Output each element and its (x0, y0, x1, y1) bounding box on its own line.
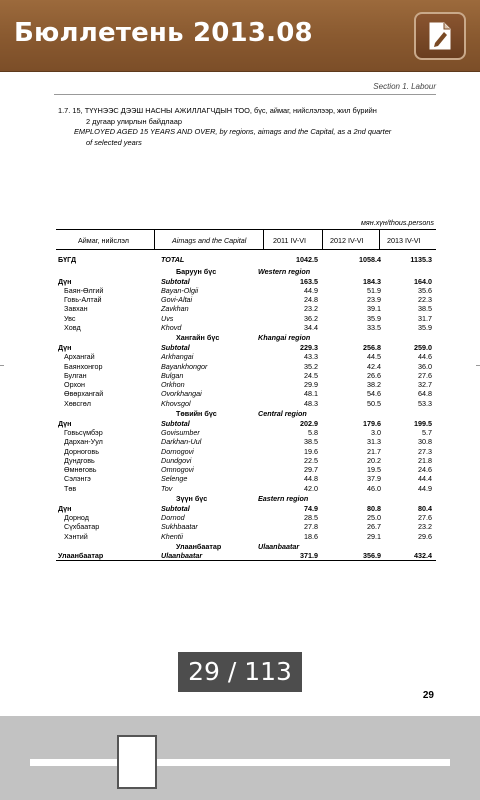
table-title (58, 106, 438, 148)
cell-y2: 1058.4 (359, 255, 381, 264)
cell-en: TOTAL (161, 255, 185, 264)
cell-en: Dornod (161, 512, 185, 522)
cell-y3: 21.8 (418, 455, 432, 465)
col-header-mn: Аймаг, нийслэл (78, 236, 129, 245)
cell-y3: 31.7 (418, 313, 432, 323)
cell-en: Dornogovi (161, 446, 194, 456)
table-title-line3: EMPLOYED AGED 15 YEARS AND OVER, by regions, aimags and the Capital, as a 2nd quarter (74, 127, 392, 136)
cell-y1: 74.9 (304, 503, 318, 513)
cell-y1: 28.5 (304, 512, 318, 522)
cell-y3: 32.7 (418, 380, 432, 390)
cell-mn: Сүхбаатар (64, 522, 100, 532)
cell-en: Uvs (161, 313, 174, 323)
column-divider (263, 230, 264, 249)
cell-mn: Өмнөговь (64, 465, 97, 475)
cell-mn: Сэлэнгэ (64, 474, 91, 484)
cell-y3: 30.8 (418, 437, 432, 447)
cell-en: Khentii (161, 531, 183, 541)
cell-mn: Улаанбаатар (58, 551, 104, 561)
table-row (56, 389, 436, 398)
table-row (56, 295, 436, 304)
region-header (56, 332, 436, 343)
cell-y3: 24.6 (418, 465, 432, 475)
cell-y1: 48.1 (304, 389, 318, 399)
cell-y1: 19.6 (304, 446, 318, 456)
cell-en: Tov (161, 483, 173, 493)
cell-en: Ulaanbaatar (161, 551, 203, 561)
cell-y3: 23.2 (418, 522, 432, 532)
cell-en: Subtotal (161, 503, 190, 513)
cell-y2: 46.0 (367, 483, 381, 493)
table-row (56, 484, 436, 493)
cell-en: Ovorkhangai (161, 389, 202, 399)
table-row (56, 286, 436, 295)
cell-y2: 21.7 (367, 446, 381, 456)
table-row (56, 513, 436, 522)
cell-y2: 356.9 (363, 551, 381, 561)
cell-y2: 54.6 (367, 389, 381, 399)
table-row (56, 314, 436, 323)
cell-en: Omnogovi (161, 465, 194, 475)
cell-mn: Дүн (58, 503, 72, 513)
table-row (56, 323, 436, 332)
cell-mn: Булган (64, 370, 87, 380)
cell-y2: 33.5 (367, 323, 381, 333)
cell-mn: Төв (64, 483, 77, 493)
cell-y2: 29.1 (367, 531, 381, 541)
table-row (56, 428, 436, 437)
cell-y1: 27.8 (304, 522, 318, 532)
cell-en: Subtotal (161, 418, 190, 428)
cell-y3: 64.8 (418, 389, 432, 399)
region-label-mn: Зүүн бүс (176, 494, 208, 504)
table-row (56, 352, 436, 361)
cell-y3: 432.4 (414, 551, 432, 561)
cell-en: Govisumber (161, 427, 200, 437)
region-label-en: Eastern region (258, 494, 309, 504)
region-header (56, 266, 436, 277)
cell-en: Subtotal (161, 342, 190, 352)
table-header (56, 229, 436, 250)
table-row (56, 532, 436, 541)
page-indicator: 29 / 113 (178, 652, 302, 692)
table-row (56, 474, 436, 483)
cell-en: Bayan-Olgii (161, 285, 199, 295)
column-divider (379, 230, 380, 249)
cell-y3: 35.6 (418, 285, 432, 295)
cell-y1: 36.2 (304, 313, 318, 323)
cell-y2: 26.7 (367, 522, 381, 532)
col-header-en: Aimags and the Capital (172, 236, 247, 245)
cell-y1: 229.3 (300, 342, 318, 352)
col-header-y2: 2012 IV-VI (330, 236, 364, 245)
cell-mn: Архангай (64, 352, 95, 362)
cell-mn: Дорноговь (64, 446, 99, 456)
table-row (56, 437, 436, 446)
table-row (56, 399, 436, 408)
cell-y1: 22.5 (304, 455, 318, 465)
cell-y2: 44.5 (367, 352, 381, 362)
table-row (56, 304, 436, 313)
cell-y1: 42.0 (304, 483, 318, 493)
table-row (56, 380, 436, 389)
table-row-subtotal (56, 419, 436, 428)
cell-en: Orkhon (161, 380, 185, 390)
cell-mn: Өвөрхангай (64, 389, 104, 399)
cell-y3: 44.9 (418, 483, 432, 493)
table-row (56, 456, 436, 465)
region-label-en: Ulaanbaatar (258, 541, 300, 551)
section-label: Section 1. Labour (373, 82, 436, 91)
cell-y2: 256.8 (363, 342, 381, 352)
cell-en: Khovd (161, 323, 182, 333)
cell-y1: 163.5 (300, 276, 318, 286)
cell-y3: 199.5 (414, 418, 432, 428)
cell-y1: 24.5 (304, 370, 318, 380)
cell-en: Zavkhan (161, 304, 189, 314)
cell-y1: 5.8 (308, 427, 318, 437)
cell-y3: 29.6 (418, 531, 432, 541)
cell-mn: Дундговь (64, 455, 95, 465)
col-header-y3: 2013 IV-VI (387, 236, 421, 245)
cell-y3: 22.3 (418, 295, 432, 305)
cell-y3: 27.6 (418, 370, 432, 380)
table-row-subtotal (56, 343, 436, 352)
table-row-subtotal (56, 504, 436, 513)
region-label-en: Khangai region (258, 333, 311, 343)
cell-y3: 27.3 (418, 446, 432, 456)
cell-mn: Дүн (58, 418, 72, 428)
table-title-line2: 2 дугаар улирлын байдлаар (86, 116, 182, 126)
cell-y1: 1042.5 (296, 255, 318, 264)
cell-y2: 39.1 (367, 304, 381, 314)
cell-y1: 29.7 (304, 465, 318, 475)
cell-y3: 44.6 (418, 352, 432, 362)
region-header (56, 541, 436, 552)
cell-en: Bulgan (161, 370, 184, 380)
cell-y1: 43.3 (304, 352, 318, 362)
cell-y2: 19.5 (367, 465, 381, 475)
cell-en: Selenge (161, 474, 188, 484)
cell-y3: 259.0 (414, 342, 432, 352)
cell-y3: 164.0 (414, 276, 432, 286)
region-label-mn: Төвийн бүс (176, 409, 217, 419)
cell-y2: 37.9 (367, 474, 381, 484)
region-label-en: Western region (258, 267, 311, 276)
table-row-capital (56, 551, 436, 560)
region-label-en: Central region (258, 409, 307, 419)
table-row-total (56, 254, 436, 266)
cell-y2: 42.4 (367, 361, 381, 371)
cell-en: Dundgovi (161, 455, 192, 465)
cell-mn: Дүн (58, 276, 72, 286)
cell-mn: Баян-Өлгий (64, 285, 104, 295)
section-divider (54, 94, 436, 95)
cell-mn: Дүн (58, 342, 72, 352)
region-label-mn: Баруун бүс (176, 267, 217, 276)
app-header (0, 0, 480, 72)
cell-y1: 34.4 (304, 323, 318, 333)
region-header (56, 408, 436, 419)
cell-y2: 23.9 (367, 295, 381, 305)
edit-document-icon (427, 21, 453, 51)
cell-mn: Увс (64, 313, 76, 323)
cell-y1: 38.5 (304, 437, 318, 447)
cell-y1: 18.6 (304, 531, 318, 541)
page-slider-thumb[interactable] (117, 735, 157, 789)
table-row (56, 371, 436, 380)
cell-y2: 179.6 (363, 418, 381, 428)
cell-y2: 51.9 (367, 285, 381, 295)
cell-mn: Баянхонгор (64, 361, 103, 371)
region-header (56, 493, 436, 504)
table-row (56, 522, 436, 531)
page-navigation-bar (0, 716, 480, 800)
cell-en: Arkhangai (161, 352, 194, 362)
cell-mn: Завхан (64, 304, 88, 314)
page-number: 29 (422, 690, 434, 701)
cell-y1: 202.9 (300, 418, 318, 428)
cell-y1: 24.8 (304, 295, 318, 305)
cell-y1: 35.2 (304, 361, 318, 371)
cell-y2: 26.6 (367, 370, 381, 380)
cell-y3: 80.4 (418, 503, 432, 513)
table-row (56, 362, 436, 371)
cell-en: Bayankhongor (161, 361, 208, 371)
cell-mn: Дорнод (64, 512, 89, 522)
table-row (56, 447, 436, 456)
cell-y2: 3.0 (371, 427, 381, 437)
table-body (56, 254, 436, 561)
cell-en: Darkhan-Uul (161, 437, 202, 447)
cell-y3: 35.9 (418, 323, 432, 333)
cell-y1: 29.9 (304, 380, 318, 390)
table-unit: мян.хүн/thous.persons (360, 218, 434, 227)
cell-mn: Хөвсгөл (64, 398, 91, 408)
table-title-line1: 1.7. 15, ТҮҮНЭЭС ДЭЭШ НАСНЫ АЖИЛЛАГЧДЫН ТОО, бүс, аймаг, нийслэлээр, жил бүрийн (58, 106, 377, 115)
cell-y1: 44.8 (304, 474, 318, 484)
table-row (56, 465, 436, 474)
cell-y2: 25.0 (367, 512, 381, 522)
cell-y3: 44.4 (418, 474, 432, 484)
cell-en: Sukhbaatar (161, 522, 198, 532)
right-edge-mark (476, 365, 480, 366)
cell-en: Khovsgol (161, 398, 191, 408)
cell-y2: 31.3 (367, 437, 381, 447)
document-page[interactable] (0, 72, 480, 716)
cell-y2: 80.8 (367, 503, 381, 513)
cell-mn: Говь-Алтай (64, 295, 102, 305)
cell-y1: 44.9 (304, 285, 318, 295)
cell-mn: Орхон (64, 380, 85, 390)
cell-y1: 371.9 (300, 551, 318, 561)
table-title-line4: of selected years (86, 137, 142, 147)
cell-mn: Дархан-Уул (64, 437, 103, 447)
column-divider (322, 230, 323, 249)
cell-y2: 50.5 (367, 398, 381, 408)
cell-y2: 35.9 (367, 313, 381, 323)
cell-en: Govi-Altai (161, 295, 193, 305)
left-edge-mark (0, 365, 4, 366)
cell-y3: 1135.3 (410, 255, 432, 264)
cell-mn: Говьсүмбэр (64, 427, 103, 437)
cell-y3: 38.5 (418, 304, 432, 314)
cell-y3: 5.7 (422, 427, 432, 437)
cell-en: Subtotal (161, 276, 190, 286)
cell-mn: Ховд (64, 323, 81, 333)
app-title: Бюллетень 2013.08 (14, 18, 313, 48)
cell-y1: 48.3 (304, 398, 318, 408)
region-label-mn: Улаанбаатар (176, 541, 222, 551)
cell-y2: 184.3 (363, 276, 381, 286)
cell-mn: Хэнтий (64, 531, 88, 541)
region-label-mn: Хангайн бүс (176, 333, 220, 343)
col-header-y1: 2011 IV-VI (273, 236, 307, 245)
cell-y1: 23.2 (304, 304, 318, 314)
cell-y2: 38.2 (367, 380, 381, 390)
edit-button[interactable] (414, 12, 466, 60)
cell-y3: 27.6 (418, 512, 432, 522)
cell-y3: 53.3 (418, 398, 432, 408)
cell-y2: 20.2 (367, 455, 381, 465)
table-row-subtotal (56, 277, 436, 286)
cell-mn: БҮГД (58, 255, 77, 264)
cell-y3: 36.0 (418, 361, 432, 371)
column-divider (154, 230, 155, 249)
page-slider-track[interactable] (30, 759, 450, 766)
